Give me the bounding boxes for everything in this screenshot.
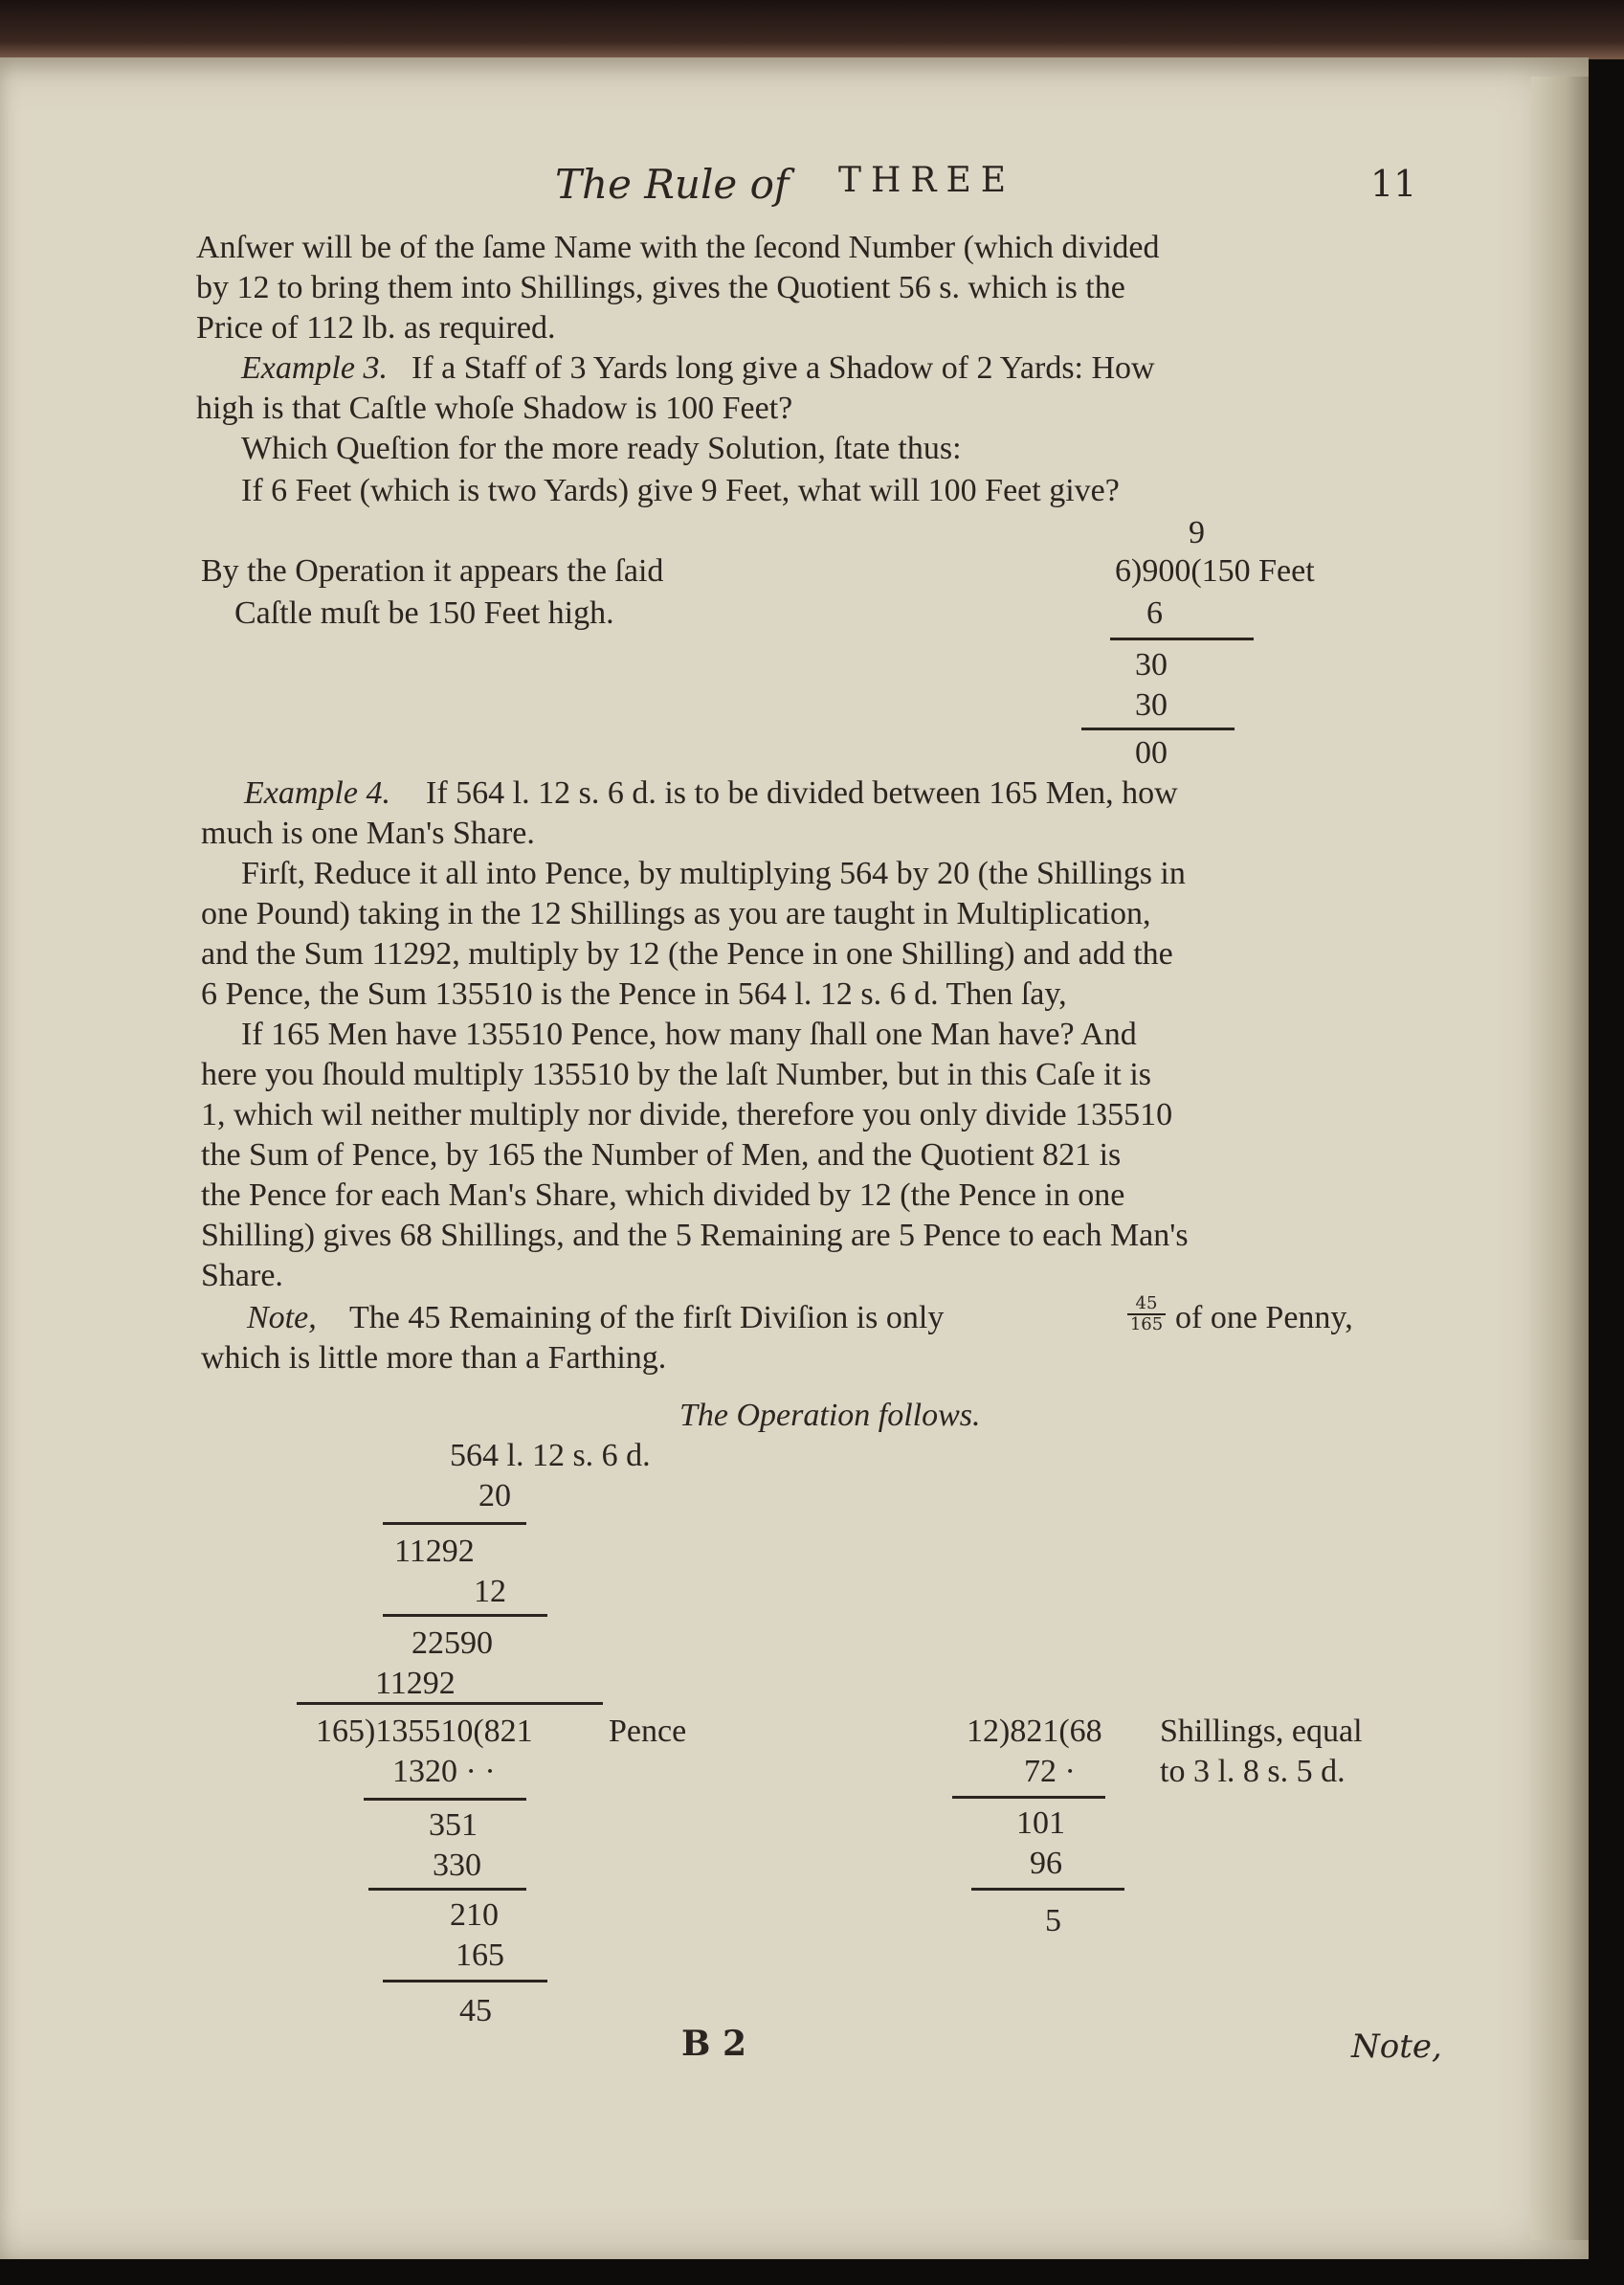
- op4-line: 20: [478, 1478, 511, 1513]
- op5-line: 5: [1045, 1903, 1061, 1938]
- op3-rule: [1110, 638, 1254, 640]
- text-line: the Pence for each Man's Share, which divided by 12 (the Pence in one: [201, 1177, 1125, 1213]
- op5-line: 72 ·: [1024, 1754, 1076, 1789]
- op5-line: Shillings, equal: [1160, 1714, 1363, 1749]
- op5-rule: [952, 1796, 1105, 1799]
- op4-line: 12: [474, 1574, 506, 1609]
- running-title-italic: The Rule of: [555, 161, 790, 208]
- op4-line: 165: [456, 1938, 504, 1973]
- op5-line: 12)821(68: [967, 1714, 1102, 1749]
- op3-multiplier: 9: [1189, 515, 1205, 550]
- text-line: and the Sum 11292, multiply by 12 (the Pence in one Shilling) and add the: [201, 936, 1173, 972]
- note-text: which is little more than a Farthing.: [201, 1340, 667, 1376]
- op4-rule: [383, 1614, 547, 1617]
- op4-line: 22590: [412, 1625, 493, 1661]
- text-line: If 6 Feet (which is two Yards) give 9 Feet, what will 100 Feet give?: [241, 473, 1120, 508]
- op3-step: 6: [1146, 595, 1163, 631]
- fraction-numerator: 45: [1135, 1293, 1158, 1313]
- text-line: high is that Caſtle whoſe Shadow is 100 Feet?: [196, 391, 793, 426]
- op4-line: Pence: [609, 1714, 687, 1749]
- catchword: Note,: [1351, 2027, 1442, 2066]
- page-number: 11: [1370, 163, 1417, 205]
- text-line: here you ſhould multiply 135510 by the laſt Number, but in this Caſe it is: [201, 1057, 1152, 1092]
- op5-rule: [971, 1888, 1124, 1891]
- op4-line: 11292: [394, 1534, 475, 1569]
- op4-line: 564 l. 12 s. 6 d.: [450, 1438, 651, 1473]
- op4-line: 1320 · ·: [392, 1754, 496, 1789]
- text-line: If 165 Men have 135510 Pence, how many ſhall one Man have? And: [241, 1017, 1137, 1052]
- text-line: Anſwer will be of the ſame Name with the ſecond Number (which divided: [196, 230, 1160, 265]
- book-cover-edge: [0, 0, 1624, 59]
- example-4-label: Example 4.: [244, 775, 390, 811]
- signature-mark: B 2: [681, 2024, 747, 2064]
- op4-rule: [297, 1702, 603, 1705]
- op4-line: 45: [459, 1993, 492, 2028]
- text-line: If 564 l. 12 s. 6 d. is to be divided between 165 Men, how: [426, 775, 1178, 811]
- op3-division: 6)900(150 Feet: [1115, 553, 1315, 589]
- op4-line: 11292: [375, 1666, 456, 1701]
- text-line: Firſt, Reduce it all into Pence, by multiplying 564 by 20 (the Shillings in: [241, 856, 1186, 891]
- op5-line: to 3 l. 8 s. 5 d.: [1160, 1754, 1346, 1789]
- op3-step: 30: [1135, 687, 1168, 723]
- op3-rule: [1081, 728, 1235, 730]
- op4-rule: [368, 1888, 526, 1891]
- note-label: Note,: [247, 1300, 317, 1335]
- note-text: The 45 Remaining of the firſt Diviſion is only: [349, 1300, 945, 1335]
- text-line: If a Staff of 3 Yards long give a Shadow of 2 Yards: How: [412, 350, 1155, 386]
- op4-line: 330: [433, 1848, 481, 1883]
- op4-line: 351: [429, 1807, 478, 1843]
- text-line: the Sum of Pence, by 165 the Number of Men, and the Quotient 821 is: [201, 1137, 1122, 1173]
- op4-line: 210: [450, 1897, 499, 1933]
- text-line: Share.: [201, 1258, 283, 1293]
- op4-rule: [364, 1798, 526, 1801]
- op5-line: 96: [1030, 1846, 1062, 1881]
- op4-rule: [383, 1522, 526, 1525]
- example-3-label: Example 3.: [241, 350, 388, 386]
- op3-text: By the Operation it appears the ſaid: [201, 553, 664, 589]
- text-line: one Pound) taking in the 12 Shillings as you are taught in Multiplication,: [201, 896, 1151, 931]
- page-fore-edge: [1531, 77, 1589, 2240]
- text-line: Shilling) gives 68 Shillings, and the 5 Remaining are 5 Pence to each Man's: [201, 1218, 1189, 1253]
- op4-rule: [383, 1980, 547, 1983]
- op3-text: Caſtle muſt be 150 Feet high.: [234, 595, 614, 631]
- text-line: Which Queſtion for the more ready Solution, ſtate thus:: [241, 431, 962, 466]
- text-line: Price of 112 lb. as required.: [196, 310, 556, 346]
- op3-step: 30: [1135, 647, 1168, 683]
- text-line: 1, which wil neither multiply nor divide, therefore you only divide 135510: [201, 1097, 1173, 1132]
- running-title-caps: THREE: [838, 161, 1016, 200]
- fraction-denominator: 165: [1127, 1313, 1166, 1334]
- fraction: [1127, 1294, 1166, 1334]
- text-line: by 12 to bring them into Shillings, gives the Quotient 56 s. which is the: [196, 270, 1125, 305]
- operation-heading: The Operation follows.: [679, 1398, 981, 1433]
- op3-step: 00: [1135, 735, 1168, 771]
- text-line: much is one Man's Share.: [201, 816, 535, 851]
- note-text: of one Penny,: [1175, 1300, 1353, 1335]
- text-line: 6 Pence, the Sum 135510 is the Pence in 564 l. 12 s. 6 d. Then ſay,: [201, 976, 1067, 1012]
- op4-line: 165)135510(821: [316, 1714, 533, 1749]
- op5-line: 101: [1016, 1805, 1065, 1841]
